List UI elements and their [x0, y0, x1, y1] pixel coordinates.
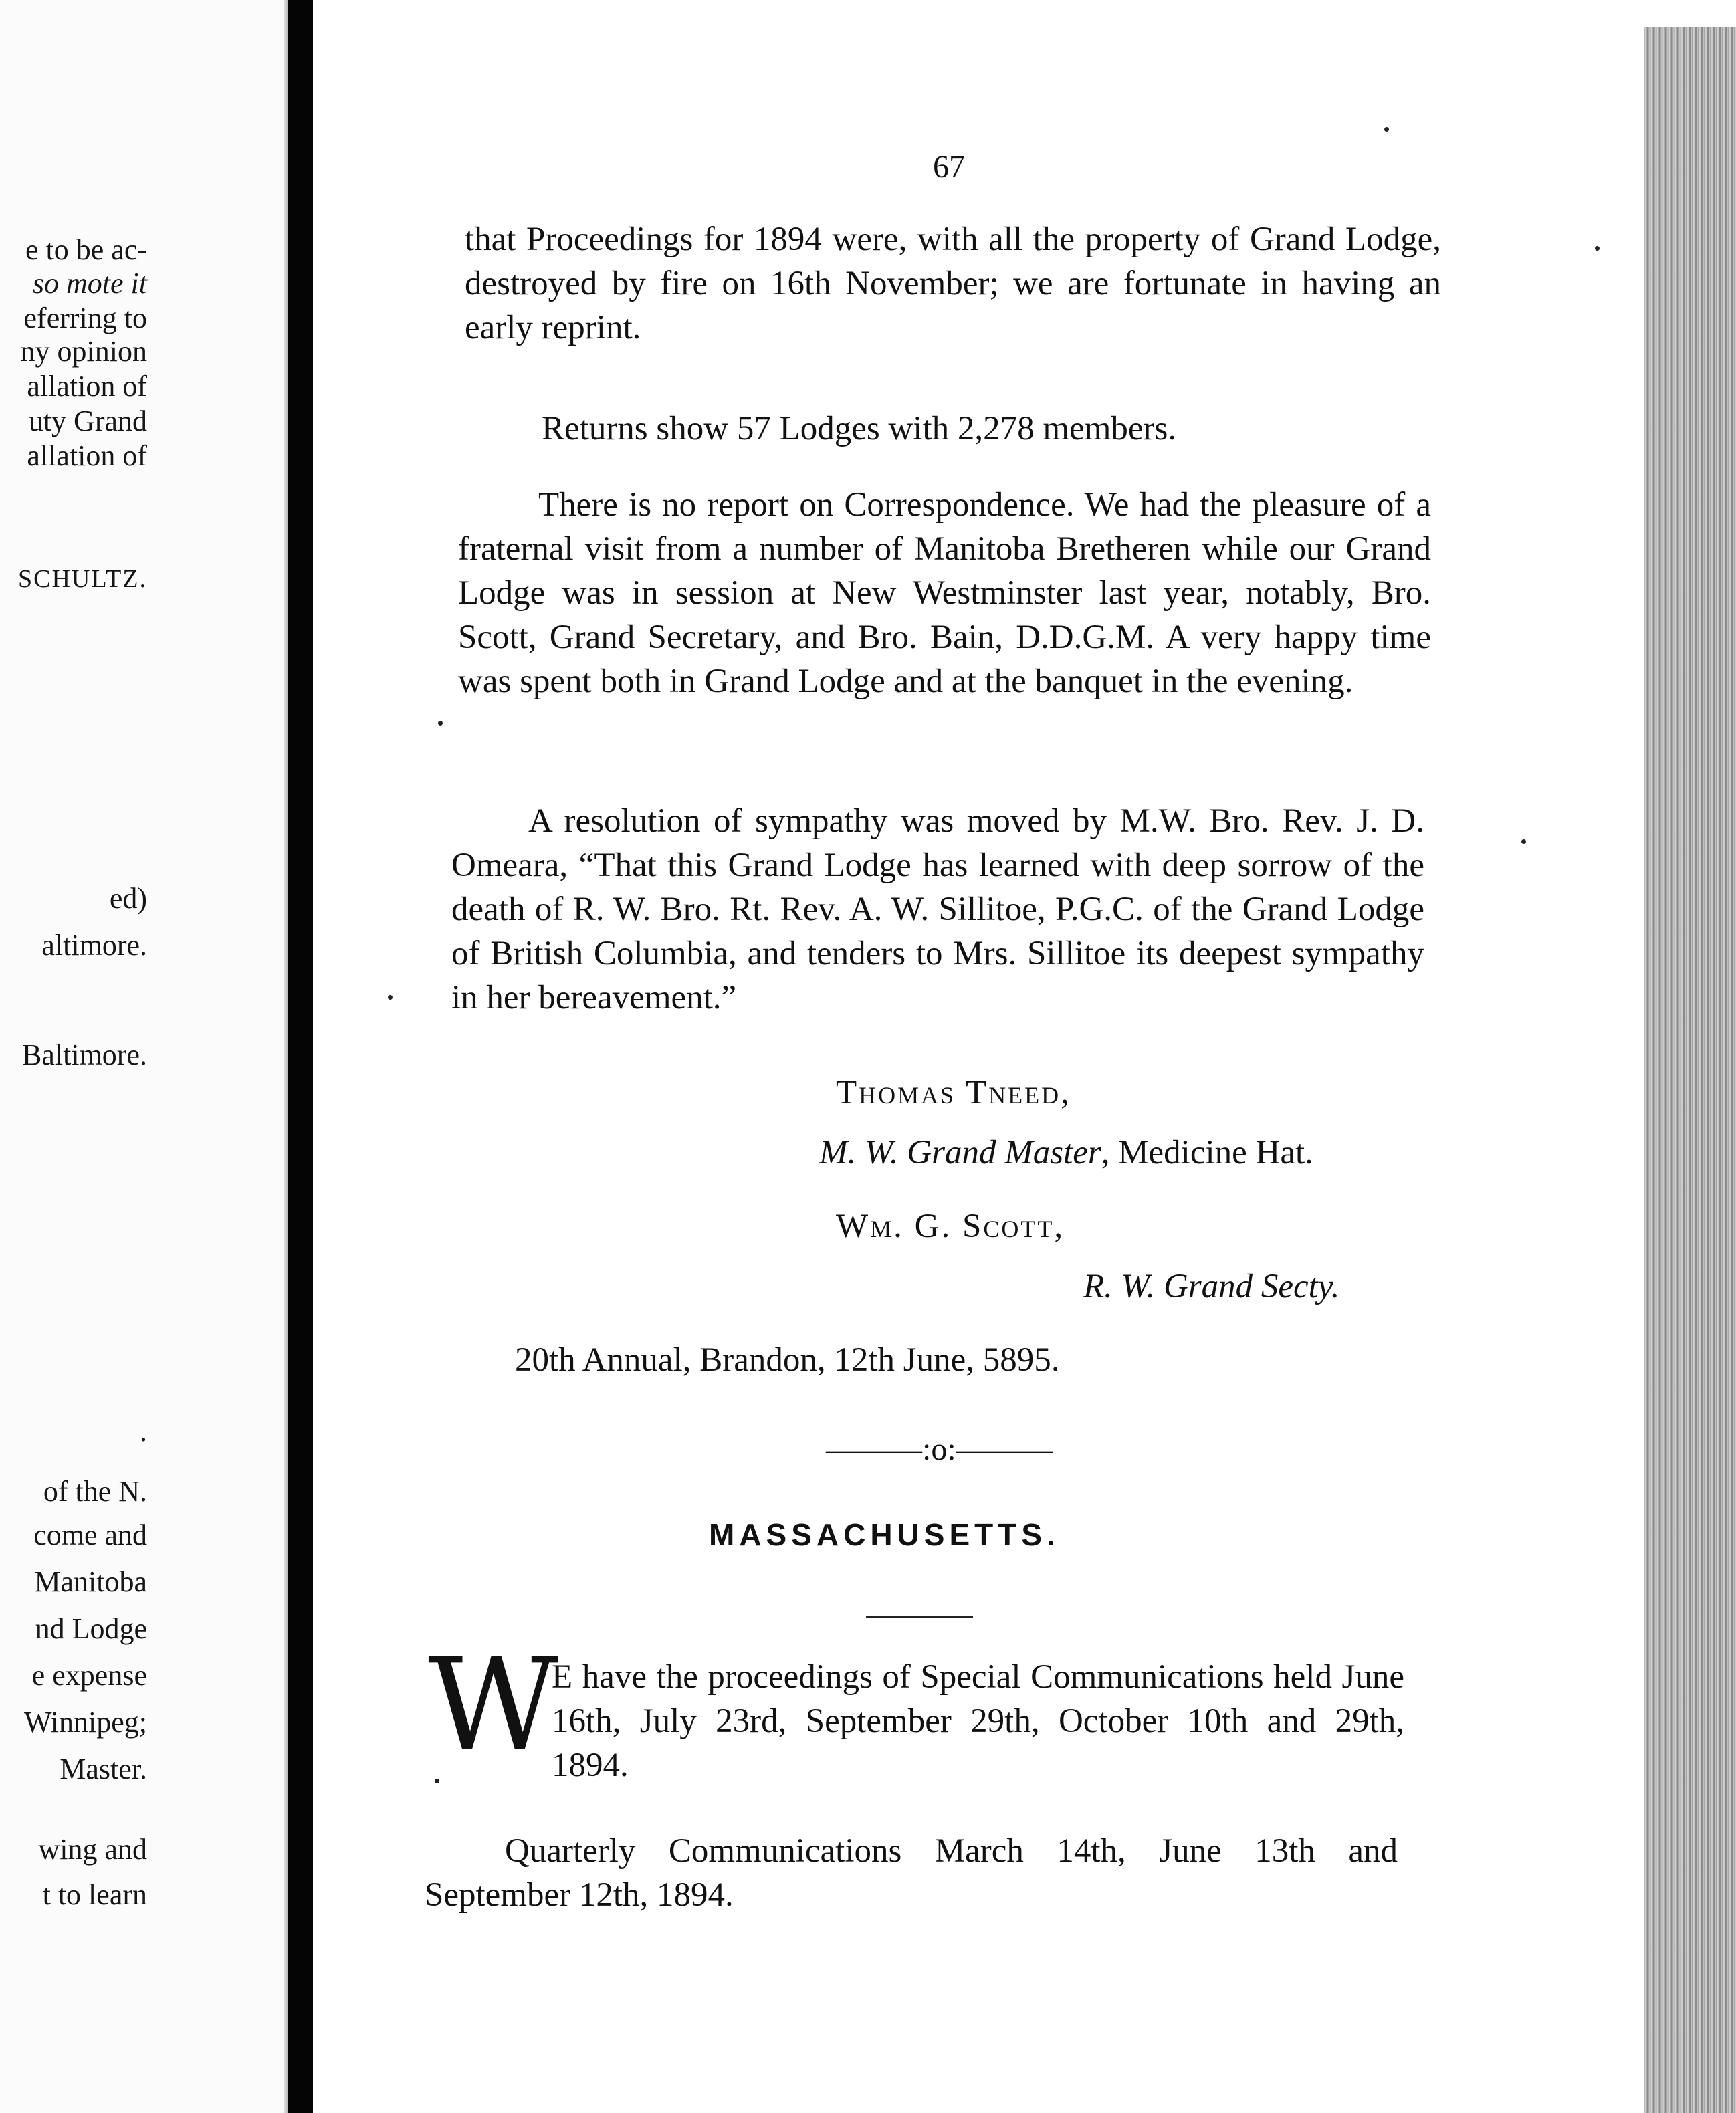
left-page-line: allation of: [27, 439, 147, 472]
section-divider: ———:o:———: [826, 1432, 1053, 1467]
grand-master-place: , Medicine Hat.: [1101, 1134, 1313, 1172]
paragraph-quarterly-communications: Quarterly Communications March 14th, June 13th and September 12th, 1894.: [425, 1832, 1398, 1914]
paragraph-proceedings-1894: that Proceedings for 1894 were, with all the property of Grand Lodge, destroyed by fire on 16th November; we are fortunate in having an early reprint.: [465, 221, 1441, 346]
left-page: [0, 0, 288, 2113]
signature-title-grand-secty: R. W. Grand Secty.: [1083, 1268, 1340, 1305]
grand-master-title: M. W. Grand Master: [819, 1134, 1101, 1172]
left-page-line: SCHULTZ.: [17, 565, 147, 593]
print-speck: [1384, 127, 1389, 132]
paragraph-resolution: A resolution of sympathy was moved by M.W. Bro. Rev. J. D. Omeara, “That this Grand Lodge has learned with deep sorrow of the death of R. W. Bro. Rt. Rev. A. W. Sillitoe, P.G.C. of the Grand Lodge of British Columbia, and tenders to Mrs. Sillitoe its deepest sympathy in her bereavement.”: [451, 802, 1424, 1016]
book-gutter: [288, 0, 313, 2113]
paragraph-returns: Returns show 57 Lodges with 2,278 members.: [542, 410, 1177, 447]
page-stack-edge: [1644, 27, 1736, 2113]
print-speck: [1521, 839, 1526, 844]
left-page-line: allation of: [27, 370, 147, 403]
signature-name-thomas-tneed: Thomas Tneed,: [836, 1074, 1071, 1111]
page-number: 67: [933, 149, 965, 185]
paragraph-special-communications: E have the proceedings of Special Communications held June 16th, July 23rd, September 29th, October 10th and 29th, 1894.: [552, 1658, 1404, 1784]
left-page-line: eferring to: [23, 302, 147, 334]
print-speck: [1595, 246, 1600, 251]
left-page-line: e expense: [31, 1659, 147, 1692]
short-rule: [866, 1616, 973, 1618]
paragraph-correspondence: There is no report on Correspondence. We had the pleasure of a fraternal visit from a number of Manitoba Bretheren while our Grand Lodge was in session at New Westminster last year, notably, Bro. Scott, Grand Secretary, and Bro. Bain, D.D.G.M. A very happy time was spent both in Grand Lodge and at the banquet in the evening.: [458, 486, 1431, 700]
left-page-line: come and: [33, 1519, 147, 1551]
left-page-line: Baltimore.: [22, 1038, 147, 1071]
left-page-line: of the N.: [43, 1475, 147, 1508]
signature-name-wm-scott: Wm. G. Scott,: [836, 1208, 1065, 1245]
left-page-line: ed): [109, 882, 147, 915]
left-page-line: nd Lodge: [35, 1612, 147, 1645]
left-page-line: uty Grand: [28, 405, 147, 437]
left-page-line: e to be ac-: [25, 233, 147, 266]
left-page-line: t to learn: [42, 1878, 147, 1911]
print-speck: [388, 995, 393, 1000]
left-page-line: altimore.: [41, 929, 147, 962]
left-page-line: Master.: [60, 1753, 147, 1785]
section-heading: MASSACHUSETTS.: [709, 1517, 1060, 1552]
print-speck: [435, 1779, 439, 1783]
left-page-line: so mote it: [32, 267, 147, 300]
left-page-line: wing and: [38, 1833, 147, 1866]
print-speck: [438, 721, 443, 726]
left-page-line: ny opinion: [20, 335, 147, 368]
drop-cap: W: [428, 1631, 559, 1779]
left-page-line: .: [140, 1415, 147, 1448]
signature-title-grand-master: [819, 1133, 1313, 1172]
left-page-line: Manitoba: [34, 1565, 147, 1598]
left-page-line: Winnipeg;: [24, 1706, 147, 1739]
annual-session-line: 20th Annual, Brandon, 12th June, 5895.: [515, 1341, 1060, 1379]
